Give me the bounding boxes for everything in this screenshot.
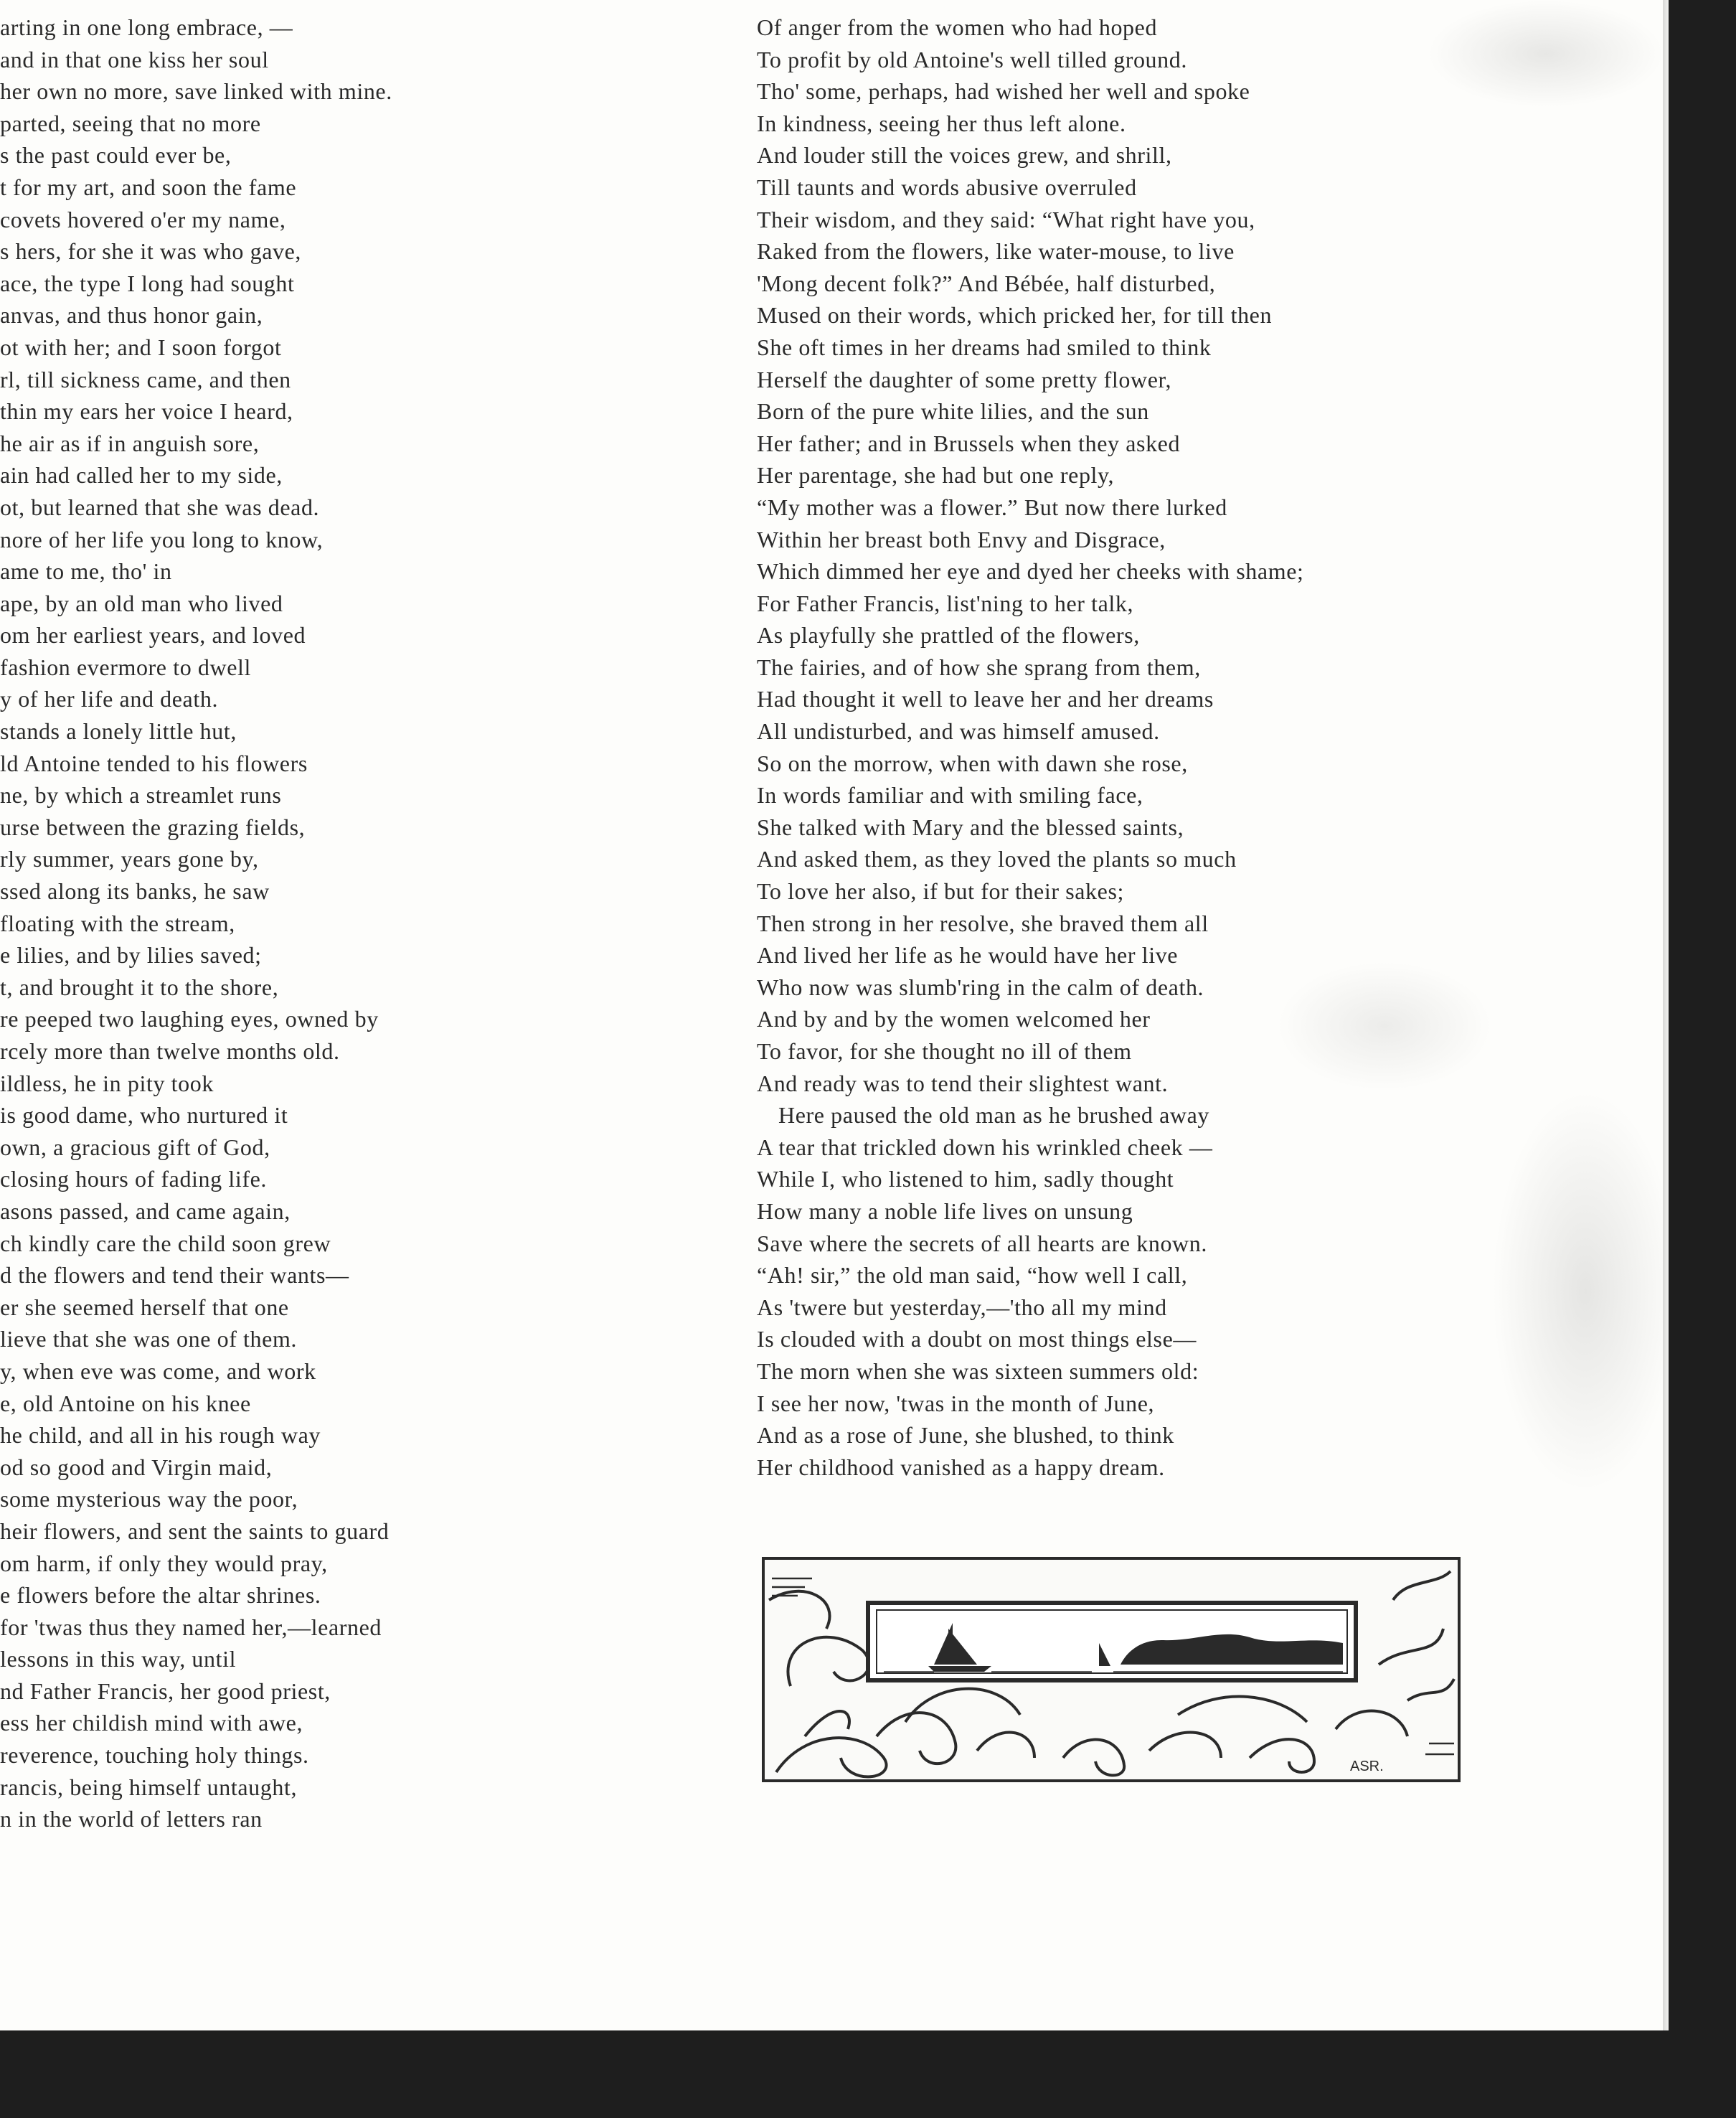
text-line: nd Father Francis, her good priest, bbox=[0, 1677, 331, 1704]
text-line: ssed along its banks, he saw bbox=[0, 878, 270, 905]
text-line: ne, by which a streamlet runs bbox=[0, 782, 282, 809]
text-line: and in that one kiss her soul bbox=[0, 46, 269, 72]
text-line: e flowers before the altar shrines. bbox=[0, 1582, 321, 1609]
text-line: Then strong in her resolve, she braved them all bbox=[757, 910, 1209, 936]
text-line: anvas, and thus honor gain, bbox=[0, 302, 263, 329]
text-line: he child, and all in his rough way bbox=[0, 1422, 321, 1449]
text-line: is good dame, who nurtured it bbox=[0, 1102, 288, 1129]
text-line: floating with the stream, bbox=[0, 910, 235, 936]
text-line: Is clouded with a doubt on most things else— bbox=[757, 1326, 1197, 1352]
text-line: Which dimmed her eye and dyed her cheeks with shame; bbox=[757, 558, 1304, 585]
text-line: And ready was to tend their slightest want. bbox=[757, 1070, 1169, 1096]
text-line: All undisturbed, and was himself amused. bbox=[757, 718, 1160, 745]
text-line: Her childhood vanished as a happy dream. bbox=[757, 1454, 1165, 1480]
text-line: he air as if in anguish sore, bbox=[0, 430, 260, 456]
text-line: y of her life and death. bbox=[0, 686, 219, 712]
text-line: Who now was slumb'ring in the calm of death. bbox=[757, 974, 1204, 1000]
text-line: arting in one long embrace, — bbox=[0, 14, 293, 40]
text-line: d the flowers and tend their wants— bbox=[0, 1262, 349, 1289]
text-line: t, and brought it to the shore, bbox=[0, 974, 279, 1000]
text-line: In kindness, seeing her thus left alone. bbox=[757, 110, 1126, 136]
text-line: She talked with Mary and the blessed saints, bbox=[757, 814, 1184, 840]
text-line: And lived her life as he would have her live bbox=[757, 942, 1179, 969]
text-line: lessons in this way, until bbox=[0, 1646, 237, 1672]
text-line: Her father; and in Brussels when they asked bbox=[757, 430, 1181, 456]
text-line: ot with her; and I soon forgot bbox=[0, 334, 282, 360]
text-line: t for my art, and soon the fame bbox=[0, 174, 297, 200]
text-line: covets hovered o'er my name, bbox=[0, 206, 286, 232]
text-line: nore of her life you long to know, bbox=[0, 526, 324, 552]
text-line: ess her childish mind with awe, bbox=[0, 1710, 303, 1736]
text-line: For Father Francis, list'ning to her talk, bbox=[757, 590, 1134, 616]
text-line: Tho' some, perhaps, had wished her well and spoke bbox=[757, 78, 1250, 105]
text-line: To profit by old Antoine's well tilled ground. bbox=[757, 46, 1187, 72]
text-line: ildless, he in pity took bbox=[0, 1070, 214, 1096]
text-line: some mysterious way the poor, bbox=[0, 1486, 298, 1512]
text-line: Mused on their words, which pricked her, for till then bbox=[757, 302, 1273, 329]
text-line: And asked them, as they loved the plants so much bbox=[757, 846, 1237, 872]
text-line: “My mother was a flower.” But now there lurked bbox=[757, 494, 1227, 520]
text-line: e lilies, and by lilies saved; bbox=[0, 942, 262, 969]
text-line: “Ah! sir,” the old man said, “how well I call, bbox=[757, 1262, 1188, 1289]
text-line: reverence, touching holy things. bbox=[0, 1742, 309, 1769]
text-line: od so good and Virgin maid, bbox=[0, 1454, 273, 1480]
paper-smudge bbox=[1492, 1091, 1663, 1492]
text-line: Raked from the flowers, like water-mouse, to live bbox=[757, 238, 1235, 265]
text-line: rl, till sickness came, and then bbox=[0, 366, 291, 392]
text-line: s hers, for she it was who gave, bbox=[0, 238, 301, 265]
text-line: The morn when she was sixteen summers old: bbox=[757, 1357, 1199, 1384]
text-line: om her earliest years, and loved bbox=[0, 622, 306, 649]
text-line: While I, who listened to him, sadly thought bbox=[757, 1166, 1174, 1192]
text-line: thin my ears her voice I heard, bbox=[0, 398, 293, 425]
text-line: ame to me, tho' in bbox=[0, 558, 172, 585]
text-line: To favor, for she thought no ill of them bbox=[757, 1038, 1132, 1064]
text-line: om harm, if only they would pray, bbox=[0, 1550, 328, 1576]
text-line: ot, but learned that she was dead. bbox=[0, 494, 320, 520]
text-line: To love her also, if but for their sakes; bbox=[757, 878, 1125, 905]
text-line: Here paused the old man as he brushed away bbox=[778, 1102, 1209, 1129]
text-line: And louder still the voices grew, and shrill, bbox=[757, 142, 1172, 169]
text-line: for 'twas thus they named her,—learned bbox=[0, 1614, 382, 1640]
text-line: 'Mong decent folk?” And Bébée, half disturbed, bbox=[757, 270, 1216, 296]
text-line: ld Antoine tended to his flowers bbox=[0, 750, 308, 776]
text-line: Till taunts and words abusive overruled bbox=[757, 174, 1137, 200]
right-text-column bbox=[757, 11, 1304, 1483]
text-line: Her parentage, she had but one reply, bbox=[757, 462, 1115, 489]
text-line: s the past could ever be, bbox=[0, 142, 232, 169]
text-line: rancis, being himself untaught, bbox=[0, 1774, 298, 1800]
vignette-signature: ASR. bbox=[1350, 1759, 1384, 1774]
text-line: parted, seeing that no more bbox=[0, 110, 261, 136]
text-line: er she seemed herself that one bbox=[0, 1294, 289, 1320]
paper-smudge bbox=[1277, 961, 1492, 1091]
text-line: heir flowers, and sent the saints to guard bbox=[0, 1517, 390, 1544]
text-line: n in the world of letters ran bbox=[0, 1806, 263, 1832]
text-line: In words familiar and with smiling face, bbox=[757, 782, 1143, 809]
text-line: rcely more than twelve months old. bbox=[0, 1038, 340, 1064]
text-line: A tear that trickled down his wrinkled cheek — bbox=[757, 1134, 1213, 1160]
text-line: her own no more, save linked with mine. bbox=[0, 78, 392, 105]
text-line: rly summer, years gone by, bbox=[0, 846, 259, 872]
text-line: ch kindly care the child soon grew bbox=[0, 1230, 331, 1256]
text-line: Of anger from the women who had hoped bbox=[757, 14, 1158, 40]
text-line: She oft times in her dreams had smiled to think bbox=[757, 334, 1212, 360]
text-line: Herself the daughter of some pretty flower, bbox=[757, 366, 1172, 392]
text-line: asons passed, and came again, bbox=[0, 1197, 291, 1224]
text-line: So on the morrow, when with dawn she rose, bbox=[757, 750, 1188, 776]
text-line: And as a rose of June, she blushed, to think bbox=[757, 1422, 1174, 1449]
text-line: urse between the grazing fields, bbox=[0, 814, 306, 840]
text-line: closing hours of fading life. bbox=[0, 1166, 267, 1192]
text-line: ain had called her to my side, bbox=[0, 462, 283, 489]
paper-smudge bbox=[1428, 0, 1663, 108]
text-line: Save where the secrets of all hearts are known. bbox=[757, 1230, 1207, 1256]
text-line: Their wisdom, and they said: “What right have you, bbox=[757, 206, 1255, 232]
text-line: e, old Antoine on his knee bbox=[0, 1390, 251, 1416]
page-fold-shadow bbox=[1663, 0, 1669, 2030]
text-line: The fairies, and of how she sprang from them, bbox=[757, 654, 1201, 680]
text-line: ace, the type I long had sought bbox=[0, 270, 295, 296]
vignette-illustration bbox=[762, 1557, 1461, 1782]
text-line: As playfully she prattled of the flowers, bbox=[757, 622, 1140, 649]
text-line: How many a noble life lives on unsung bbox=[757, 1197, 1133, 1224]
text-line: re peeped two laughing eyes, owned by bbox=[0, 1006, 379, 1032]
text-line: Born of the pure white lilies, and the sun bbox=[757, 398, 1149, 425]
text-line: Had thought it well to leave her and her dreams bbox=[757, 686, 1214, 712]
decorative-vignette bbox=[762, 1557, 1461, 1782]
left-text-column bbox=[0, 11, 392, 1835]
text-line: As 'twere but yesterday,—'tho all my mind bbox=[757, 1294, 1167, 1320]
text-line: own, a gracious gift of God, bbox=[0, 1134, 270, 1160]
text-line: y, when eve was come, and work bbox=[0, 1357, 316, 1384]
text-line: And by and by the women welcomed her bbox=[757, 1006, 1151, 1032]
text-line: fashion evermore to dwell bbox=[0, 654, 251, 680]
text-line: Within her breast both Envy and Disgrace, bbox=[757, 526, 1166, 552]
text-line: I see her now, 'twas in the month of June, bbox=[757, 1390, 1155, 1416]
text-line: stands a lonely little hut, bbox=[0, 718, 237, 745]
text-line: lieve that she was one of them. bbox=[0, 1326, 298, 1352]
text-line: ape, by an old man who lived bbox=[0, 590, 283, 616]
